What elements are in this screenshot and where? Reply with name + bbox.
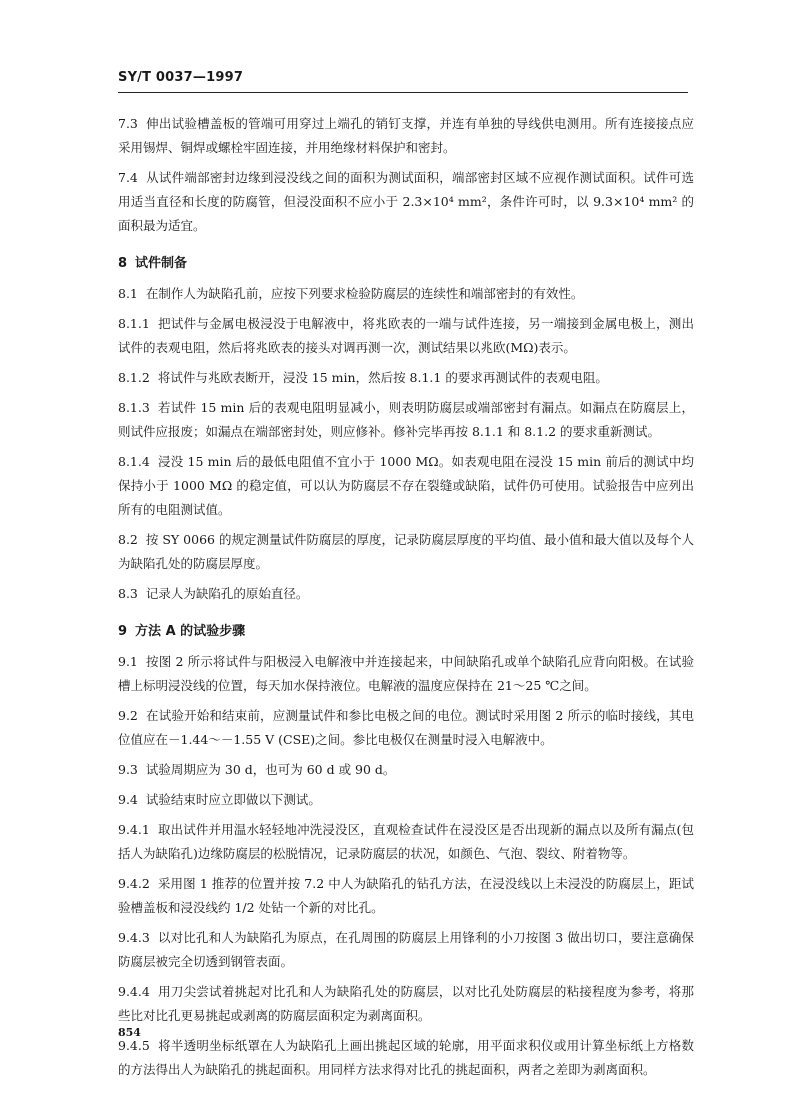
clause-number: 8 — [118, 256, 128, 271]
clause-text: 采用图 1 推荐的位置并按 7.2 中人为缺陷孔的钻孔方法，在浸没线以上未浸没的防腐层上，距试验槽盖板和浸没线约 1/2 处钻一个新的对比孔。 — [118, 876, 694, 915]
clause-text: 用刀尖尝试着挑起对比孔和人为缺陷孔处的防腐层，以对比孔处防腐层的粘接程度为参考，将那些比对比孔更易挑起或剥离的防腐层面积定为剥离面积。 — [118, 984, 694, 1023]
clause-number: 9.2 — [118, 708, 138, 723]
clause-text: 在试验开始和结束前，应测量试件和参比电极之间的电位。测试时采用图 2 所示的临时接线，其电位值应在－1.44～－1.55 V (CSE)之间。参比电极仅在测量时浸入电解液中。 — [118, 708, 694, 747]
clause-number: 9.4.2 — [118, 876, 150, 891]
clause-text: 按图 2 所示将试件与阳极浸入电解液中并连接起来，中间缺陷孔或单个缺陷孔应背向阳极。在试验槽上标明浸没线的位置，每天加水保持液位。电解液的温度应保持在 21～25 ℃之间。 — [118, 654, 694, 693]
clause-text: 以对比孔和人为缺陷孔为原点，在孔周围的防腐层上用锋利的小刀按图 3 做出切口，要注意确保防腐层被完全切透到钢管表面。 — [118, 930, 694, 969]
page-number: 854 — [118, 1026, 141, 1039]
clause-number: 7.3 — [118, 116, 138, 131]
clause-paragraph — [118, 450, 694, 522]
clause-number: 8.2 — [118, 532, 138, 547]
clause-text: 若试件 15 min 后的表观电阻明显减小，则表明防腐层或端部密封有漏点。如漏点在防腐层上，则试件应报废；如漏点在端部密封处，则应修补。修补完毕再按 8.1.1 和 8.1.2 的要求重新测试。 — [118, 400, 694, 439]
clause-number: 8.1.2 — [118, 370, 150, 385]
clause-text: 浸没 15 min 后的最低电阻值不宜小于 1000 MΩ。如表观电阻在浸没 15 min 前后的测试中均保持小于 1000 MΩ 的稳定值，可以认为防腐层不存在裂缝或缺陷，试件仍可使用。试验报告中应列出所有的电阻测试值。 — [118, 454, 694, 517]
clause-number: 9.4.3 — [118, 930, 150, 945]
clause-paragraph — [118, 582, 694, 606]
clause-paragraph — [118, 704, 694, 752]
clause-paragraph — [118, 166, 694, 238]
clause-number: 9.1 — [118, 654, 138, 669]
clause-number: 8.1.4 — [118, 454, 150, 469]
clause-paragraph — [118, 926, 694, 974]
clause-number: 9 — [118, 624, 128, 639]
clause-text: 按 SY 0066 的规定测量试件防腐层的厚度，记录防腐层厚度的平均值、最小值和最大值以及每个人为缺陷孔处的防腐层厚度。 — [118, 532, 694, 571]
clause-number: 8.3 — [118, 586, 138, 601]
clause-text: 记录人为缺陷孔的原始直径。 — [145, 586, 309, 601]
standard-code-header: SY/T 0037—1997 — [118, 70, 244, 85]
clause-text: 把试件与金属电极浸没于电解液中，将兆欧表的一端与试件连接，另一端接到金属电极上，测出试件的表观电阻，然后将兆欧表的接头对调再测一次，测试结果以兆欧(MΩ)表示。 — [118, 316, 694, 355]
clause-paragraph — [118, 1034, 694, 1082]
clause-paragraph — [118, 650, 694, 698]
clause-number: 9.4.5 — [118, 1038, 150, 1053]
clause-paragraph — [118, 312, 694, 360]
clause-paragraph — [118, 788, 694, 812]
clause-paragraph — [118, 872, 694, 920]
clause-paragraph — [118, 282, 694, 306]
clause-text: 试验结束时应立即做以下测试。 — [145, 792, 321, 807]
clause-number: 9.3 — [118, 762, 138, 777]
clause-number: 8.1.1 — [118, 316, 150, 331]
clause-text: 从试件端部密封边缘到浸没线之间的面积为测试面积，端部密封区域不应视作测试面积。试件可选用适当直径和长度的防腐管，但浸没面积不应小于 2.3×10⁴ mm²，条件许可时，以 9.3×10⁴ mm² 的面积最为适宜。 — [118, 170, 694, 233]
clause-text: 取出试件并用温水轻轻地冲洗浸没区，直观检查试件在浸没区是否出现新的漏点以及所有漏点(包括人为缺陷孔)边缘防腐层的松脱情况，记录防腐层的状况，如颜色、气泡、裂纹、附着物等。 — [118, 822, 694, 861]
clause-paragraph — [118, 366, 694, 390]
clause-text: 方法 A 的试验步骤 — [135, 624, 246, 639]
clause-number: 8.1 — [118, 286, 138, 301]
clause-paragraph — [118, 818, 694, 866]
clause-number: 9.4.4 — [118, 984, 150, 999]
clause-number: 8.1.3 — [118, 400, 150, 415]
clause-text: 伸出试验槽盖板的管端可用穿过上端孔的销钉支撑，并连有单独的导线供电测用。所有连接接点应采用锡焊、铜焊或螺栓牢固连接，并用绝缘材料保护和密封。 — [118, 116, 694, 155]
section-heading — [118, 622, 694, 642]
clause-paragraph — [118, 980, 694, 1028]
clause-number: 9.4 — [118, 792, 138, 807]
clause-text: 试验周期应为 30 d，也可为 60 d 或 90 d。 — [145, 762, 396, 777]
clause-text: 试件制备 — [135, 256, 188, 271]
clause-text: 将半透明坐标纸罩在人为缺陷孔上画出挑起区域的轮廓，用平面求积仪或用计算坐标纸上方格数的方法得出人为缺陷孔的挑起面积。用同样方法求得对比孔的挑起面积，两者之差即为剥离面积。 — [118, 1038, 694, 1077]
document-body — [118, 112, 694, 1082]
clause-paragraph — [118, 528, 694, 576]
section-heading — [118, 254, 694, 274]
clause-number: 9.4.1 — [118, 822, 150, 837]
clause-paragraph — [118, 112, 694, 160]
header-rule — [118, 92, 688, 93]
clause-text: 将试件与兆欧表断开，浸没 15 min，然后按 8.1.1 的要求再测试件的表观电阻。 — [157, 370, 608, 385]
clause-paragraph — [118, 396, 694, 444]
clause-number: 7.4 — [118, 170, 138, 185]
clause-text: 在制作人为缺陷孔前，应按下列要求检验防腐层的连续性和端部密封的有效性。 — [145, 286, 584, 301]
clause-paragraph — [118, 758, 694, 782]
